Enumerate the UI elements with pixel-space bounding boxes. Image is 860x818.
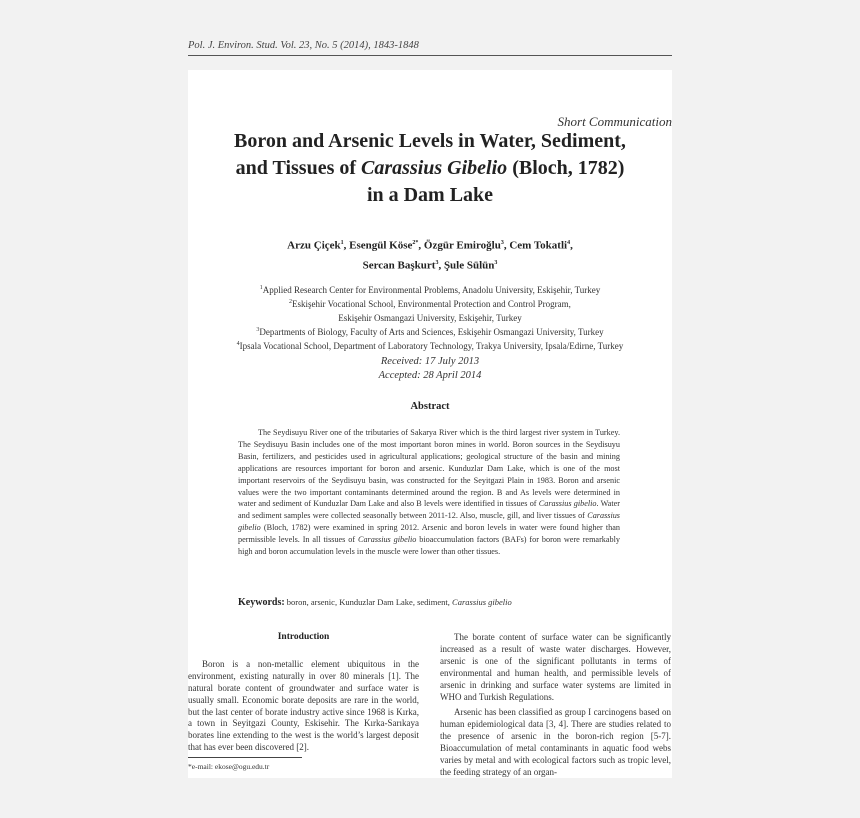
author-affiliation-mark: 3	[435, 259, 439, 266]
author-affiliation-mark: 4	[567, 240, 571, 246]
keywords-label: Keywords:	[238, 597, 285, 608]
species-name: Carassius gibelio	[357, 535, 417, 545]
author-affiliation-mark: 3	[494, 259, 498, 266]
affiliation-line: $^1$Applied Research Center for Environmental Problems, Anadolu University, Eskişehir, Turkey	[259, 285, 601, 295]
author-name: Arzu Çiçek	[287, 239, 341, 252]
affiliation-line: Eskişehir Osmangazi University, Eskişehir, Turkey	[338, 313, 522, 323]
affiliation-line: $^4$Ipsala Vocational School, Department of Laboratory Technology, Trakya University, Ipsala/Edirne, Turkey	[236, 341, 624, 351]
species-name: Carassius gibelio	[538, 499, 597, 509]
introduction-heading: Introduction	[277, 632, 330, 642]
author-name: Şule Sülün	[443, 259, 495, 272]
journal-header: Pol. J. Environ. Stud. Vol. 23, No. 5 (2014), 1843-1848	[188, 40, 672, 56]
abstract-paragraph: The Seydisuyu River one of the tributaries of Sakarya River which is the third largest river system in Turkey. The Seydisuyu Basin includes one of the most important boron mines in world. Boron sources in the Seydisuyu Basin, fertilizers, and pesticides used in agricultural applications; geological structure of the basin and mining applications are resources important for boron and arsenic. Kunduzlar Dam Lake, which is one of the most important reservoirs of the Seydisuyu basin, was constructed for the Seyitgazi Plain in 1983. Boron and arsenic values were the two important contaminants determined around the region. B and As levels were determined in water and sediment of Kunduzlar Dam Lake and also B levels were identified in tissues of Carassius gibelio. Water and sediment samples were collected seasonally between 2011-12. Also, muscle, gill, and liver tissues of Carassius gibelio (Bloch, 1782) were examined in spring 2012. Arsenic and boron levels in water were found higher than permissible levels. In all tissues of Carassius gibelio bioaccumulation factors (BAFs) for boron were remarkably high and boron accumulation levels in the muscle were lower than other tissues.	[238, 428, 620, 557]
author-name: Cem Tokatli	[509, 239, 568, 252]
article-dates	[188, 355, 672, 383]
right-column	[440, 632, 671, 779]
keywords-text: boron, arsenic, Kunduzlar Dam Lake, sediment,	[284, 597, 453, 607]
article-title	[188, 128, 672, 209]
introduction-paragraph: Boron is a non-metallic element ubiquitous in the environment, existing naturally in over 80 minerals [1]. The natural borate content of groundwater and surface water is usually small. Economic borate deposits are rare in the world, but the last center of borate industry active since 1968 is Kırka, a town in Seyitgazi County, Eskisehir. The Kırka-Sarıkaya borates line extending to the west is the world’s largest deposit that has ever been discovered [2].	[188, 658, 419, 753]
author-name: Esengül Köse	[349, 239, 413, 252]
author-name: Özgür Emiroğlu	[423, 239, 501, 252]
received-date: Received: 17 July 2013	[380, 356, 480, 367]
left-column	[188, 632, 419, 773]
abstract-heading: Abstract	[410, 401, 450, 412]
paper-page	[188, 70, 672, 778]
species-name: Carassius gibelio	[238, 511, 620, 533]
author-name: Sercan Başkurt	[362, 259, 436, 272]
abstract-body	[238, 427, 620, 558]
keywords	[238, 597, 628, 608]
title-line-2-pre: and Tissues of	[235, 157, 362, 179]
author-affiliation-mark: 3	[500, 240, 504, 246]
affiliation-line: $^3$Departments of Biology, Faculty of Arts and Sciences, Eskişehir Osmangazi University, Turkey	[256, 327, 604, 337]
body-paragraph: Arsenic has been classified as group I carcinogens based on human epidemiological data [3, 4]. There are studies related to the presence of arsenic in the boron-rich region [5-7]. Bioaccumulation of metal contaminants in aquatic food webs varies by metal and with ecological factors such as tropic level, the feeding strategy of an organ-	[440, 707, 671, 777]
body-paragraph: The borate content of surface water can be significantly increased as a result of waste water discharges. However, arsenic is one of the significant pollutants in terms of environmental and human health, and permissible levels of arsenic in drinking and surface water systems are limited in WHO and Turkish Regulations.	[440, 632, 671, 702]
author-affiliation-mark: 2*	[412, 240, 419, 246]
footnote-divider	[188, 757, 302, 758]
title-line-1: Boron and Arsenic Levels in Water, Sediment,	[234, 130, 626, 152]
title-line-3: in a Dam Lake	[366, 184, 494, 206]
author-list: Arzu Çiçek$^1$, Esengül Köse$^{2*}$, Özgür Emiroğlu$^3$, Cem Tokatli$^4$, Sercan Başkurt$^3$, Şule Sülün$^3$	[287, 239, 573, 272]
affiliations	[188, 282, 672, 352]
keywords-species: Carassius gibelio	[452, 597, 512, 607]
affiliation-line: $^2$Eskişehir Vocational School, Environmental Protection and Control Program,	[289, 299, 571, 309]
article-type: Short Communication	[557, 114, 672, 129]
title-line-2-post: (Bloch, 1782)	[507, 157, 625, 179]
title-species: Carassius Gibelio	[361, 157, 508, 179]
accepted-date: Accepted: 28 April 2014	[378, 370, 482, 381]
author-affiliation-mark: 1	[340, 240, 344, 246]
footnote-email: *e-mail: ekose@ogu.edu.tr	[188, 762, 270, 772]
